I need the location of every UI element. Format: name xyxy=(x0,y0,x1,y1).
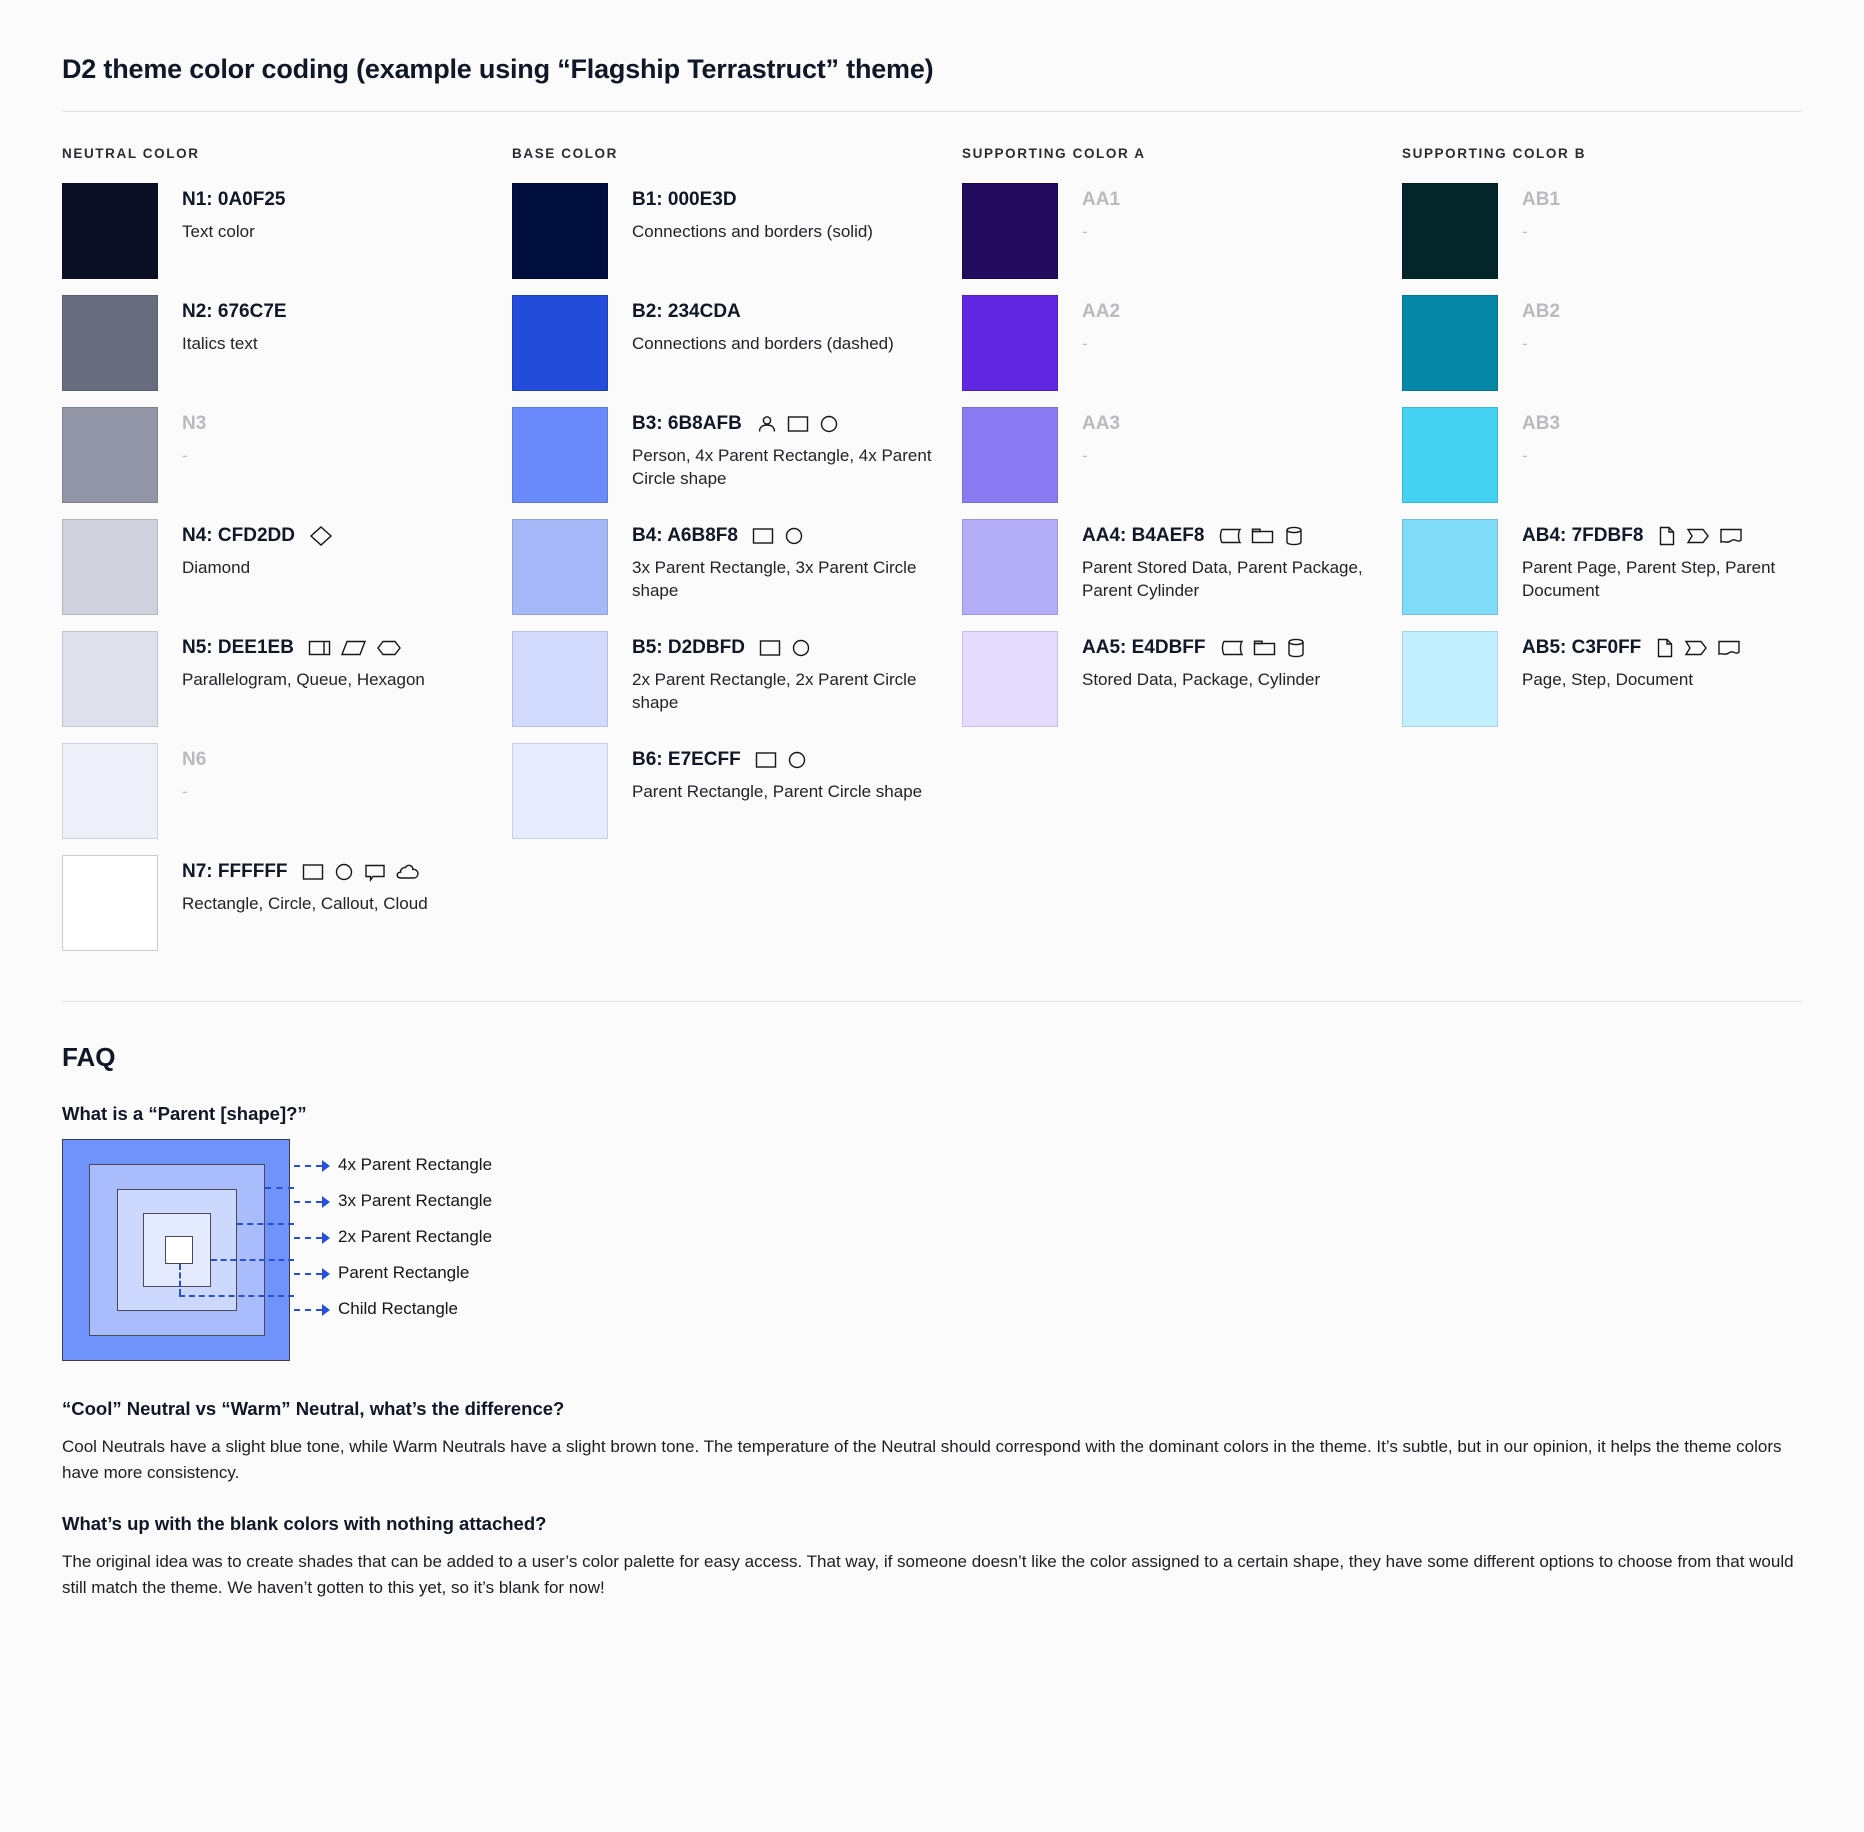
swatch-code-text: AB1 xyxy=(1522,189,1561,210)
color-swatch xyxy=(512,295,608,391)
shape-icon-group xyxy=(759,638,812,658)
stored-data-icon xyxy=(1220,638,1244,658)
swatch-code-label xyxy=(632,413,932,436)
parallelogram-icon xyxy=(341,638,367,658)
leader-guide xyxy=(265,1187,294,1189)
column-heading: NEUTRAL COLOR xyxy=(62,146,200,161)
faq-question: What is a “Parent [shape]?” xyxy=(62,1103,307,1124)
swatch-description: Rectangle, Circle, Callout, Cloud xyxy=(182,893,428,913)
rectangle-icon xyxy=(755,750,777,770)
cloud-icon xyxy=(395,862,421,882)
color-swatch-row xyxy=(62,295,512,391)
swatch-code-text: B1: 000E3D xyxy=(632,189,737,210)
swatch-text xyxy=(608,183,873,243)
swatch-text xyxy=(1058,519,1382,602)
column-heading: SUPPORTING COLOR A xyxy=(962,146,1146,161)
arrow-icon xyxy=(294,1267,338,1279)
color-swatch-row xyxy=(512,295,962,391)
color-swatch xyxy=(512,631,608,727)
swatch-code-text: N3 xyxy=(182,413,207,434)
swatch-code-text: N1: 0A0F25 xyxy=(182,189,286,210)
swatch-code-text: B2: 234CDA xyxy=(632,301,741,322)
swatch-code-label xyxy=(1522,301,1560,324)
color-swatch-row xyxy=(1402,295,1802,391)
color-swatch-row xyxy=(512,407,962,503)
swatch-description: Page, Step, Document xyxy=(1522,669,1694,689)
queue-icon xyxy=(308,638,332,658)
callout-label: Child Rectangle xyxy=(338,1299,459,1318)
document-icon xyxy=(1719,526,1743,546)
color-swatch xyxy=(512,743,608,839)
faq-question: What’s up with the blank colors with nothing attached? xyxy=(62,1513,547,1534)
swatch-description: - xyxy=(182,781,188,801)
swatch-code-label xyxy=(1522,413,1560,436)
circle-icon xyxy=(333,862,355,882)
swatch-code-text: N5: DEE1EB xyxy=(182,637,294,658)
color-swatch-row xyxy=(962,519,1402,615)
faq-item-blank-colors xyxy=(62,1513,1802,1600)
swatch-description: Parent Rectangle, Parent Circle shape xyxy=(632,781,923,801)
swatch-code-text: AA1 xyxy=(1082,189,1121,210)
color-swatch-row xyxy=(512,519,962,615)
swatch-code-label xyxy=(182,749,206,772)
shape-icon-group xyxy=(755,750,808,770)
list-item xyxy=(294,1219,624,1255)
color-swatch xyxy=(1402,295,1498,391)
shape-icon-group xyxy=(752,526,805,546)
column-neutral xyxy=(62,146,512,967)
swatch-code-label xyxy=(182,301,287,324)
color-swatch xyxy=(62,407,158,503)
circle-icon xyxy=(786,750,808,770)
faq-section xyxy=(62,1042,1802,1600)
arrow-icon xyxy=(294,1303,338,1315)
column-supporting-a xyxy=(962,146,1402,967)
swatch-text xyxy=(1498,295,1560,355)
color-swatch xyxy=(62,855,158,951)
swatch-text xyxy=(1058,407,1120,467)
swatch-description: Parent Stored Data, Parent Package, Parent Cylinder xyxy=(1082,557,1363,600)
swatch-code-text: AB4: 7FDBF8 xyxy=(1522,525,1644,546)
color-swatch-row xyxy=(62,855,512,951)
swatch-code-label xyxy=(1522,525,1802,548)
faq-answer: Cool Neutrals have a slight blue tone, while Warm Neutrals have a slight brown tone. The temperature of the Neutral should correspond with the dominant colors in the theme. It’s subtle, but in our opinion, it helps the theme colors have more consistency. xyxy=(62,1437,1782,1482)
color-columns xyxy=(62,146,1802,967)
color-swatch xyxy=(512,407,608,503)
color-swatch xyxy=(62,183,158,279)
swatch-code-label xyxy=(1082,301,1120,324)
swatch-description: Diamond xyxy=(182,557,251,577)
color-swatch-row xyxy=(62,407,512,503)
color-swatch-row xyxy=(62,183,512,279)
color-swatch xyxy=(62,295,158,391)
swatch-code-text: B3: 6B8AFB xyxy=(632,413,742,434)
step-icon xyxy=(1684,638,1708,658)
color-swatch xyxy=(62,631,158,727)
rectangle-icon xyxy=(752,526,774,546)
swatch-description: - xyxy=(1082,333,1088,353)
swatch-description: 2x Parent Rectangle, 2x Parent Circle shape xyxy=(632,669,917,712)
swatch-description: - xyxy=(1522,221,1528,241)
color-swatch-row xyxy=(62,519,512,615)
shape-icon-group xyxy=(302,862,421,882)
page-icon xyxy=(1657,525,1677,547)
rectangle-icon xyxy=(787,414,809,434)
swatch-code-text: AA4: B4AEF8 xyxy=(1082,525,1205,546)
swatch-code-label xyxy=(1082,413,1120,436)
swatch-text xyxy=(158,407,206,467)
color-swatch-row xyxy=(512,743,962,839)
swatch-description: Parallelogram, Queue, Hexagon xyxy=(182,669,425,689)
circle-icon xyxy=(790,638,812,658)
list-item xyxy=(294,1291,624,1327)
color-swatch-row xyxy=(62,631,512,727)
faq-question: “Cool” Neutral vs “Warm” Neutral, what’s the difference? xyxy=(62,1398,565,1419)
package-icon xyxy=(1251,526,1275,546)
color-swatch xyxy=(512,183,608,279)
color-swatch-row xyxy=(512,183,962,279)
faq-item-cool-warm xyxy=(62,1398,1802,1485)
shape-icon-group xyxy=(1655,637,1741,659)
color-swatch-row xyxy=(1402,519,1802,615)
swatch-text xyxy=(608,407,932,490)
circle-icon xyxy=(818,414,840,434)
swatch-list xyxy=(1402,183,1802,727)
swatch-code-text: AB3 xyxy=(1522,413,1561,434)
color-swatch-row xyxy=(1402,183,1802,279)
swatch-code-text: B4: A6B8F8 xyxy=(632,525,738,546)
swatch-description: Connections and borders (dashed) xyxy=(632,333,894,353)
callout-list xyxy=(294,1147,624,1327)
shape-icon-group xyxy=(308,638,402,658)
callout-label: 3x Parent Rectangle xyxy=(338,1191,493,1210)
swatch-code-label xyxy=(1522,189,1560,212)
swatch-text xyxy=(158,519,333,579)
list-item xyxy=(294,1183,624,1219)
swatch-code-text: AA5: E4DBFF xyxy=(1082,637,1206,658)
swatch-code-text: B5: D2DBFD xyxy=(632,637,745,658)
callout-label: Parent Rectangle xyxy=(338,1263,470,1282)
color-swatch-row xyxy=(1402,631,1802,727)
callout-label: 4x Parent Rectangle xyxy=(338,1155,493,1174)
color-swatch xyxy=(62,519,158,615)
color-swatch xyxy=(962,295,1058,391)
diamond-icon xyxy=(309,525,333,547)
swatch-code-text: N6 xyxy=(182,749,207,770)
package-icon xyxy=(1253,638,1277,658)
document-icon xyxy=(1717,638,1741,658)
swatch-text xyxy=(1058,631,1320,691)
parent-shape-diagram xyxy=(62,1139,622,1364)
swatch-text xyxy=(608,519,932,602)
shape-icon-group xyxy=(1218,525,1304,547)
swatch-text xyxy=(158,855,428,915)
color-swatch xyxy=(962,519,1058,615)
swatch-text xyxy=(1498,407,1560,467)
leader-guide xyxy=(179,1264,181,1295)
swatch-code-text: B6: E7ECFF xyxy=(632,749,741,770)
callout-icon xyxy=(364,862,386,882)
swatch-description: - xyxy=(1522,445,1528,465)
color-swatch xyxy=(962,631,1058,727)
page-title: D2 theme color coding (example using “Flagship Terrastruct” theme) xyxy=(62,54,934,84)
swatch-code-text: AB5: C3F0FF xyxy=(1522,637,1642,658)
color-swatch-row xyxy=(962,631,1402,727)
faq-heading: FAQ xyxy=(62,1042,116,1072)
person-icon xyxy=(756,414,778,434)
swatch-text xyxy=(1058,183,1120,243)
swatch-code-label xyxy=(632,749,922,772)
swatch-text xyxy=(158,183,286,243)
swatch-list xyxy=(962,183,1402,727)
swatch-list xyxy=(62,183,512,951)
color-swatch-row xyxy=(1402,407,1802,503)
color-swatch xyxy=(1402,519,1498,615)
cylinder-icon xyxy=(1286,637,1306,659)
swatch-text xyxy=(158,295,287,355)
shape-icon-group xyxy=(1657,525,1743,547)
swatch-description: Parent Page, Parent Step, Parent Document xyxy=(1522,557,1776,600)
leader-guide xyxy=(237,1223,294,1225)
swatch-code-text: N7: FFFFFF xyxy=(182,861,288,882)
swatch-description: 3x Parent Rectangle, 3x Parent Circle shape xyxy=(632,557,917,600)
title-divider xyxy=(62,111,1802,112)
swatch-code-text: AB2 xyxy=(1522,301,1561,322)
column-heading: BASE COLOR xyxy=(512,146,619,161)
column-supporting-b xyxy=(1402,146,1802,967)
arrow-icon xyxy=(294,1195,338,1207)
swatch-description: Person, 4x Parent Rectangle, 4x Parent Circle shape xyxy=(632,445,932,488)
color-swatch-row xyxy=(962,407,1402,503)
color-swatch xyxy=(1402,183,1498,279)
cylinder-icon xyxy=(1284,525,1304,547)
swatch-text xyxy=(608,631,932,714)
swatch-description: - xyxy=(1082,221,1088,241)
shape-icon-group xyxy=(756,414,840,434)
color-swatch xyxy=(62,743,158,839)
swatch-code-label xyxy=(182,861,428,884)
swatch-code-label xyxy=(182,637,425,660)
leader-guide xyxy=(211,1259,294,1261)
list-item xyxy=(294,1255,624,1291)
color-swatch xyxy=(512,519,608,615)
color-swatch-row xyxy=(962,183,1402,279)
faq-divider xyxy=(62,1001,1802,1002)
step-icon xyxy=(1686,526,1710,546)
swatch-code-text: N4: CFD2DD xyxy=(182,525,295,546)
faq-item-parent-shape xyxy=(62,1103,1802,1364)
swatch-code-label xyxy=(182,525,333,548)
list-item xyxy=(294,1147,624,1183)
swatch-code-label xyxy=(182,189,286,212)
circle-icon xyxy=(783,526,805,546)
arrow-icon xyxy=(294,1159,338,1171)
swatch-text xyxy=(158,631,425,691)
swatch-code-label xyxy=(632,637,932,660)
swatch-code-text: AA3 xyxy=(1082,413,1121,434)
color-swatch xyxy=(1402,407,1498,503)
rectangle-icon xyxy=(759,638,781,658)
color-swatch xyxy=(1402,631,1498,727)
swatch-description: Connections and borders (solid) xyxy=(632,221,873,241)
faq-answer: The original idea was to create shades that can be added to a user’s color palette for easy access. That way, if someone doesn’t like the color assigned to a certain shape, they have some different options to choose from that would still match the theme. We haven’t gotten to this yet, so it’s blank for now! xyxy=(62,1552,1794,1597)
swatch-code-text: AA2 xyxy=(1082,301,1121,322)
swatch-description: - xyxy=(1522,333,1528,353)
swatch-code-label xyxy=(632,525,932,548)
color-swatch-row xyxy=(512,631,962,727)
swatch-text xyxy=(1498,519,1802,602)
swatch-code-label xyxy=(1082,189,1120,212)
swatch-text xyxy=(1058,295,1120,355)
color-swatch xyxy=(962,407,1058,503)
swatch-code-label xyxy=(632,301,894,324)
callout-label: 2x Parent Rectangle xyxy=(338,1227,493,1246)
arrow-icon xyxy=(294,1231,338,1243)
nest-level-child xyxy=(165,1236,193,1264)
swatch-code-label xyxy=(632,189,873,212)
shape-icon-group xyxy=(1220,637,1306,659)
swatch-text xyxy=(608,295,894,355)
swatch-description: Text color xyxy=(182,221,255,241)
rectangle-icon xyxy=(302,862,324,882)
color-swatch xyxy=(962,183,1058,279)
swatch-code-label xyxy=(1082,525,1382,548)
column-base xyxy=(512,146,962,967)
swatch-text xyxy=(608,743,922,803)
swatch-code-text: N2: 676C7E xyxy=(182,301,287,322)
swatch-text xyxy=(1498,183,1560,243)
swatch-description: Italics text xyxy=(182,333,258,353)
color-swatch-row xyxy=(962,295,1402,391)
swatch-description: Stored Data, Package, Cylinder xyxy=(1082,669,1321,689)
swatch-text xyxy=(158,743,206,803)
swatch-text xyxy=(1498,631,1741,691)
swatch-code-label xyxy=(1082,637,1320,660)
color-swatch-row xyxy=(62,743,512,839)
shape-icon-group xyxy=(309,525,333,547)
swatch-list xyxy=(512,183,962,839)
swatch-code-label xyxy=(182,413,206,436)
page-icon xyxy=(1655,637,1675,659)
hexagon-icon xyxy=(376,638,402,658)
swatch-code-label xyxy=(1522,637,1741,660)
swatch-description: - xyxy=(182,445,188,465)
column-heading: SUPPORTING COLOR B xyxy=(1402,146,1587,161)
leader-guide xyxy=(179,1295,294,1297)
swatch-description: - xyxy=(1082,445,1088,465)
stored-data-icon xyxy=(1218,526,1242,546)
